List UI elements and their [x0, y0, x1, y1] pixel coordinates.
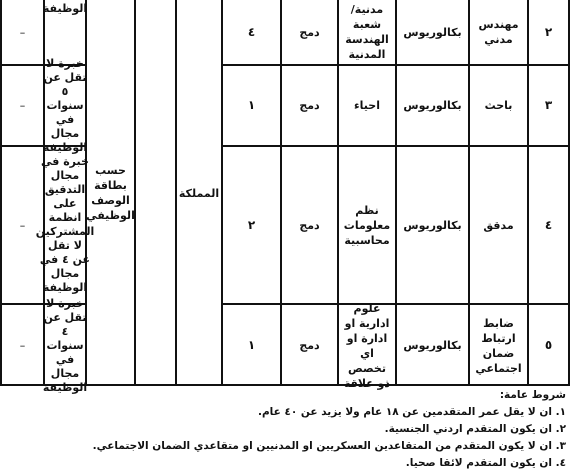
vacancy-count: ٤ — [221, 0, 280, 64]
job-title: مهندس مدني — [468, 0, 527, 64]
general-term-item: ١. ان لا يقل عمر المتقدمين عن ١٨ عام ولا يزيد عن ٤٠ عام. — [257, 406, 566, 418]
degree: بكالوريوس — [395, 303, 468, 386]
vacancy-count: ١ — [221, 64, 280, 145]
general-term-item: ٢. ان يكون المتقدم اردني الجنسية. — [384, 423, 566, 435]
general-term-item: ٤. ان يكون المتقدم لائقا صحيا. — [405, 457, 566, 469]
location: المملكة — [175, 0, 221, 386]
experience: خبرة لا تقل عن ٥ سنوات في مجال الوظيفة — [42, 56, 88, 154]
notes: – — [0, 145, 43, 303]
experience: الوظيفة — [43, 0, 85, 64]
job-title: مدقق — [468, 145, 527, 303]
degree: بكالوريوس — [395, 0, 468, 64]
work-type: دمج — [280, 145, 337, 303]
spacer-column — [134, 0, 175, 386]
work-type: دمج — [280, 303, 337, 386]
degree: بكالوريوس — [395, 64, 468, 145]
vacancy-count: ١ — [221, 303, 280, 386]
degree: بكالوريوس — [395, 145, 468, 303]
notes: – — [0, 0, 43, 64]
job-title: باحث — [468, 64, 527, 145]
row-number: ٢ — [527, 0, 570, 64]
notes: – — [0, 303, 43, 386]
general-term-item: ٣. ان لا يكون المتقدم من المتقاعدين العسكريين او المدنيين او متقاعدي الضمان الاجتماعي. — [92, 440, 566, 452]
job-description: حسب بطاقة الوصف الوظيفي — [85, 0, 134, 386]
row-number: ٥ — [527, 303, 570, 386]
experience: خبرة في مجال التدقيق على انظمة المشتركين لا تقل عن ٤ في مجال الوظيفة — [43, 145, 85, 303]
specialization: احياء — [337, 64, 395, 145]
row-number: ٣ — [527, 64, 570, 145]
work-type: دمج — [280, 0, 337, 64]
row-number: ٤ — [527, 145, 570, 303]
specialization: نظم معلومات محاسبية — [337, 145, 395, 303]
vacancy-count: ٢ — [221, 145, 280, 303]
work-type: دمج — [280, 64, 337, 145]
experience: خبرة لا تقل عن ٤ سنوات في مجال الوظيفة — [42, 296, 88, 394]
job-title: ضابط ارتباط ضمان اجتماعي — [468, 303, 527, 386]
general-terms — [0, 386, 570, 470]
general-terms-heading: شروط عامة: — [499, 389, 566, 401]
specialization: علوم ادارية او ادارة او اي تخصص ذو علاقة — [337, 303, 395, 386]
specialization: مدنية/ شعبة الهندسة المدنية — [337, 0, 395, 64]
notes: – — [0, 64, 43, 145]
